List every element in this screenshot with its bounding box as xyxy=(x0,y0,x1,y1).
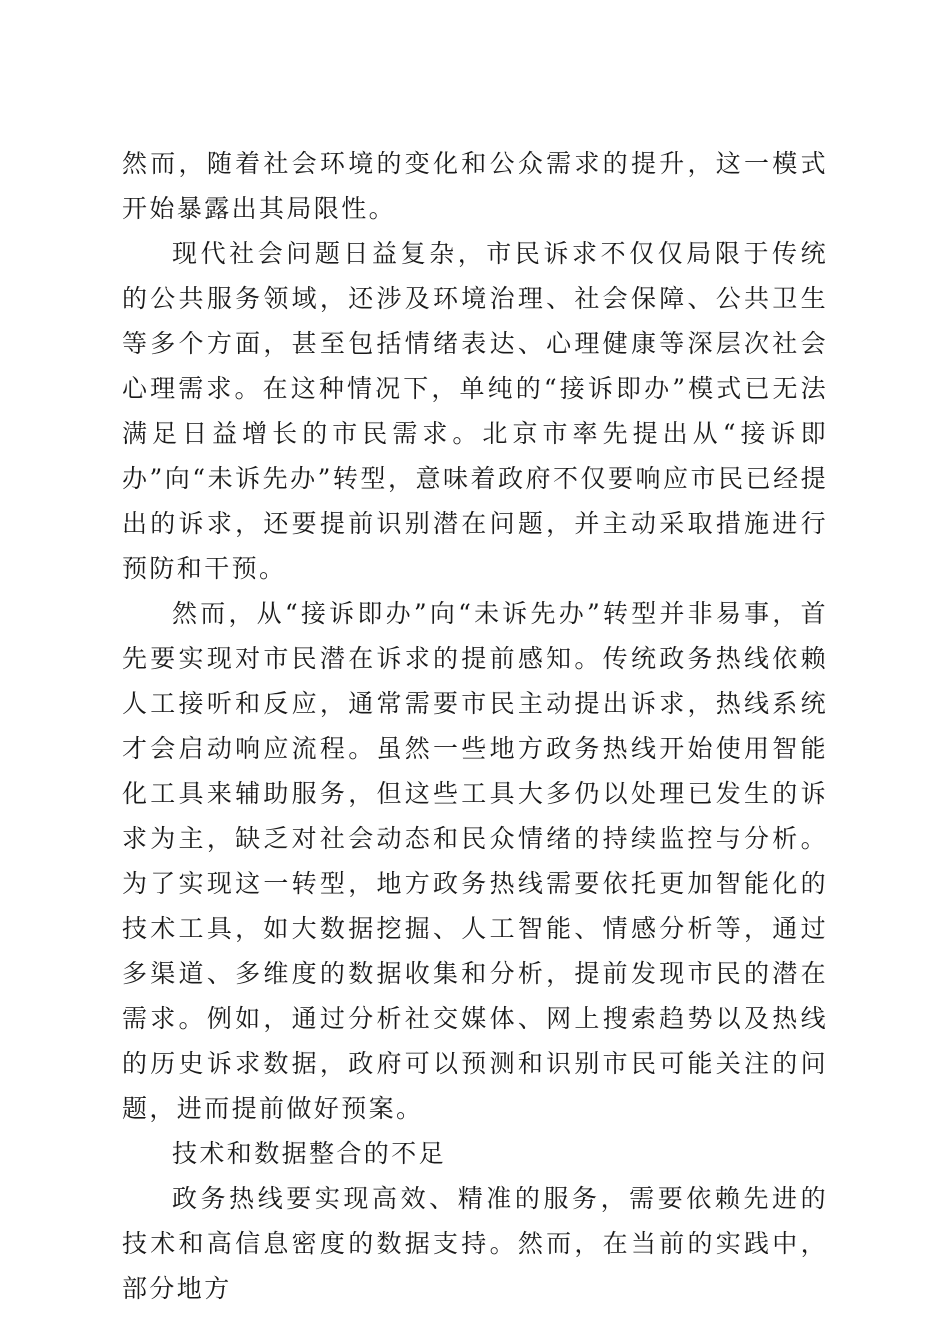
paragraph-continuation: 然而，随着社会环境的变化和公众需求的提升，这一模式开始暴露出其局限性。 xyxy=(122,149,828,223)
section-heading: 技术和数据整合的不足 xyxy=(172,1139,447,1168)
paragraph-technology: 政务热线要实现高效、精准的服务，需要依赖先进的技术和高信息密度的数据支持。然而，在当前的实践中，部分地方 xyxy=(122,1184,828,1303)
paragraph-modern-issues: 现代社会问题日益复杂，市民诉求不仅仅局限于传统的公共服务领域，还涉及环境治理、社会保障、公共卫生等多个方面，甚至包括情绪表达、心理健康等深层次社会心理需求。在这种情况下，单纯的“接诉即办”模式已无法满足日益增长的市民需求。北京市率先提出从“接诉即办”向“未诉先办”转型，意味着政府不仅要响应市民已经提出的诉求，还要提前识别潜在问题，并主动采取措施进行预防和干预。 xyxy=(122,239,828,583)
paragraph-transformation: 然而，从“接诉即办”向“未诉先办”转型并非易事，首先要实现对市民潜在诉求的提前感知。传统政务热线依赖人工接听和反应，通常需要市民主动提出诉求，热线系统才会启动响应流程。虽然一些地方政务热线开始使用智能化工具来辅助服务，但这些工具大多仍以处理已发生的诉求为主，缺乏对社会动态和民众情绪的持续监控与分析。为了实现这一转型，地方政务热线需要依托更加智能化的技术工具，如大数据挖掘、人工智能、情感分析等，通过多渠道、多维度的数据收集和分析，提前发现市民的潜在需求。例如，通过分析社交媒体、网上搜索趋势以及热线的历史诉求数据，政府可以预测和识别市民可能关注的问题，进而提前做好预案。 xyxy=(122,599,828,1123)
document-body xyxy=(122,141,828,1311)
